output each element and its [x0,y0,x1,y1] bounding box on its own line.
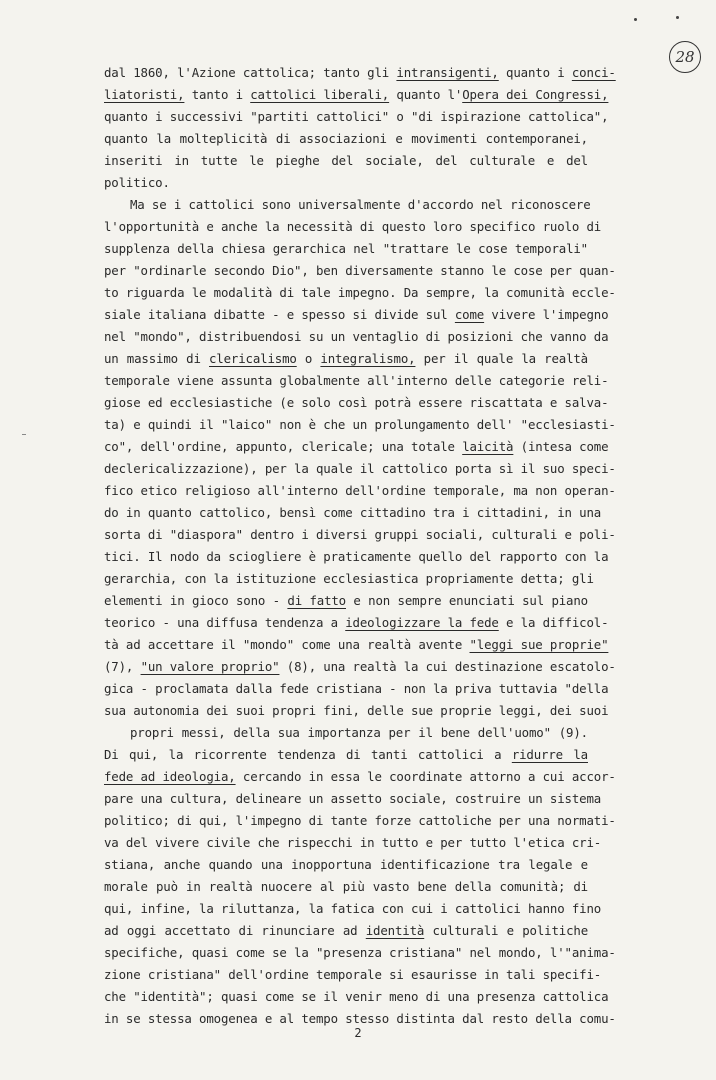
text-run: quanto i [498,65,572,80]
text-line [104,238,588,260]
text-run: Ma se i cattolici sono universalmente d'accordo nel riconoscere [130,197,591,212]
ink-speck [676,16,679,19]
text-line [104,370,609,392]
text-line [104,304,609,326]
text-run: sua autonomia dei suoi propri fini, delle sue proprie leggi, dei suoi [104,703,609,718]
text-run: (7), [104,659,141,674]
text-line [104,656,616,678]
text-run: fico etico religioso all'interno dell'ordine temporale, ma non operan- [104,483,616,498]
text-line [104,128,588,150]
folio-stamp [668,40,702,74]
text-line [104,634,609,656]
text-run: supplenza della chiesa gerarchica nel "trattare le cose temporali" [104,241,588,256]
text-line [104,590,588,612]
text-run: tici. Il nodo da sciogliere è praticamente quello del rapporto con la [104,549,609,564]
text-run: (intesa come [513,439,609,454]
text-run: inseriti in tutte le pieghe del sociale, del culturale e del [104,153,588,168]
text-run: l'opportunità e anche la necessità di questo loro specifico ruolo di [104,219,602,234]
text-run: politico; di qui, l'impegno di tante forze cattoliche per una normati- [104,813,616,828]
text-run: siale italiana dibatte - e spesso si divide sul [104,307,455,322]
text-line [104,194,591,216]
text-run: quanto l' [389,87,463,102]
text-line [104,392,609,414]
underlined-term: liatoristi, [104,87,185,102]
text-line [104,260,616,282]
text-line [104,986,609,1008]
text-line [104,876,588,898]
underlined-term: "un valore proprio" [140,659,280,674]
text-run: propri messi, della sua importanza per il bene dell'uomo" (9). [130,725,588,740]
text-run: declericalizzazione), per la quale il cattolico porta sì il suo speci- [104,461,616,476]
folio-number: 28 [675,48,695,66]
text-line [104,744,588,766]
text-run: ad oggi accettato di rinunciare ad [104,923,366,938]
text-line [104,216,602,238]
text-line [104,678,609,700]
text-line [104,920,588,942]
text-run: culturali e politiche [424,923,588,938]
text-line [104,436,609,458]
text-run: temporale viene assunta globalmente all'interno delle categorie reli- [104,373,609,388]
text-line [104,612,609,634]
text-line [104,84,609,106]
underlined-term: ideologizzare la fede [345,615,499,630]
text-run: specifiche, quasi come se la "presenza cristiana" nel mondo, l'"anima- [104,945,616,960]
text-line [104,502,602,524]
text-line [104,766,616,788]
text-run: per il quale la realtà [415,351,588,366]
text-run: e non sempre enunciati sul piano [346,593,588,608]
text-run: do in quanto cattolico, bensì come cittadino tra i cittadini, in una [104,505,602,520]
text-run: quanto i successivi "partiti cattolici" o "di ispirazione cattolica", [104,109,609,124]
text-run: va del vivere civile che rispecchi in tutto e per tutto l'etica cri- [104,835,602,850]
text-run: vivere l'impegno [484,307,609,322]
text-run: ta) e quindi il "laico" non è che un prolungamento dell' "ecclesiasti- [104,417,616,432]
text-run: quanto la molteplicità di associazioni e movimenti contemporanei, [104,131,588,146]
underlined-term: Opera dei Congressi, [462,87,609,102]
text-line [104,854,588,876]
text-line [104,106,609,128]
text-line [104,546,609,568]
text-run: stiana, anche quando una inopportuna identificazione tra legale e [104,857,588,872]
text-run: sorta di "diaspora" dentro i diversi gruppi sociali, culturali e poli- [104,527,616,542]
text-run: dal 1860, l'Azione cattolica; tanto gli [104,65,397,80]
text-run: pare una cultura, delineare un assetto sociale, costruire un sistema [104,791,602,806]
underlined-term: intransigenti, [396,65,499,80]
underlined-term: di fatto [287,593,346,608]
text-run: teorico - una diffusa tendenza a [104,615,346,630]
text-line [104,700,609,722]
underlined-term: identità [365,923,425,938]
text-run: in se stessa omogenea e al tempo stesso distinta dal resto della comu- [104,1011,616,1026]
text-run: giose ed ecclesiastiche (e solo così potrà essere riscattata e salva- [104,395,609,410]
text-line [104,480,616,502]
text-line [104,524,616,546]
text-line [104,458,616,480]
text-run: (8), una realtà la cui destinazione escatolo- [279,659,616,674]
text-line [104,810,616,832]
text-run: o [296,351,321,366]
text-run: tà ad accettare il "mondo" come una realtà avente [104,637,470,652]
text-line [104,832,602,854]
underlined-term: ridurre la [511,747,588,762]
underlined-term: clericalismo [209,351,297,366]
text-line [104,898,602,920]
text-run: gica - proclamata dalla fede cristiana - non la priva tuttavia "della [104,681,609,696]
text-line [104,326,609,348]
text-run: morale può in realtà nuocere al più vasto bene della comunità; di [104,879,588,894]
text-run: Di qui, la ricorrente tendenza di tanti cattolici a [104,747,512,762]
underlined-term: integralismo, [320,351,416,366]
text-line [104,348,588,370]
text-run: politico. [104,175,170,190]
body-text [104,62,616,1030]
text-line [104,942,616,964]
text-line [104,282,616,304]
text-line [104,414,616,436]
text-run: per "ordinarle secondo Dio", ben diversamente stanno le cose per quan- [104,263,616,278]
text-line [104,62,616,84]
text-run: nel "mondo", distribuendosi su un ventaglio di posizioni che vanno da [104,329,609,344]
underlined-term: laicità [462,439,514,454]
margin-mark [22,434,26,435]
text-run: elementi in gioco sono - [104,593,288,608]
ink-speck [634,18,637,21]
text-run: un massimo di [104,351,209,366]
text-line [104,172,588,194]
text-run: co", dell'ordine, appunto, clericale; una totale [104,439,463,454]
text-run: qui, infine, la riluttanza, la fatica con cui i cattolici hanno fino [104,901,602,916]
text-line [104,722,588,744]
text-line [104,964,602,986]
underlined-term: cattolici liberali, [250,87,390,102]
underlined-term: conci- [571,65,616,80]
text-run: che "identità"; quasi come se il venir meno di una presenza cattolica [104,989,609,1004]
text-run: gerarchia, con la istituzione ecclesiastica propriamente detta; gli [104,571,594,586]
text-line [104,568,594,590]
underlined-term: "leggi sue proprie" [469,637,609,652]
text-run: tanto i [184,87,251,102]
text-run: e la difficol- [498,615,609,630]
underlined-term: fede ad ideologia, [104,769,236,784]
text-run: to riguarda le modalità di tale impegno. Da sempre, la comunità eccle- [104,285,616,300]
text-line [104,150,588,172]
text-line [104,788,602,810]
text-run: cercando in essa le coordinate attorno a cui accor- [235,769,616,784]
text-run: zione cristiana" dell'ordine temporale si esaurisse in tali specifi- [104,967,602,982]
underlined-term: come [454,307,485,322]
page-number: 2 [354,1026,362,1040]
